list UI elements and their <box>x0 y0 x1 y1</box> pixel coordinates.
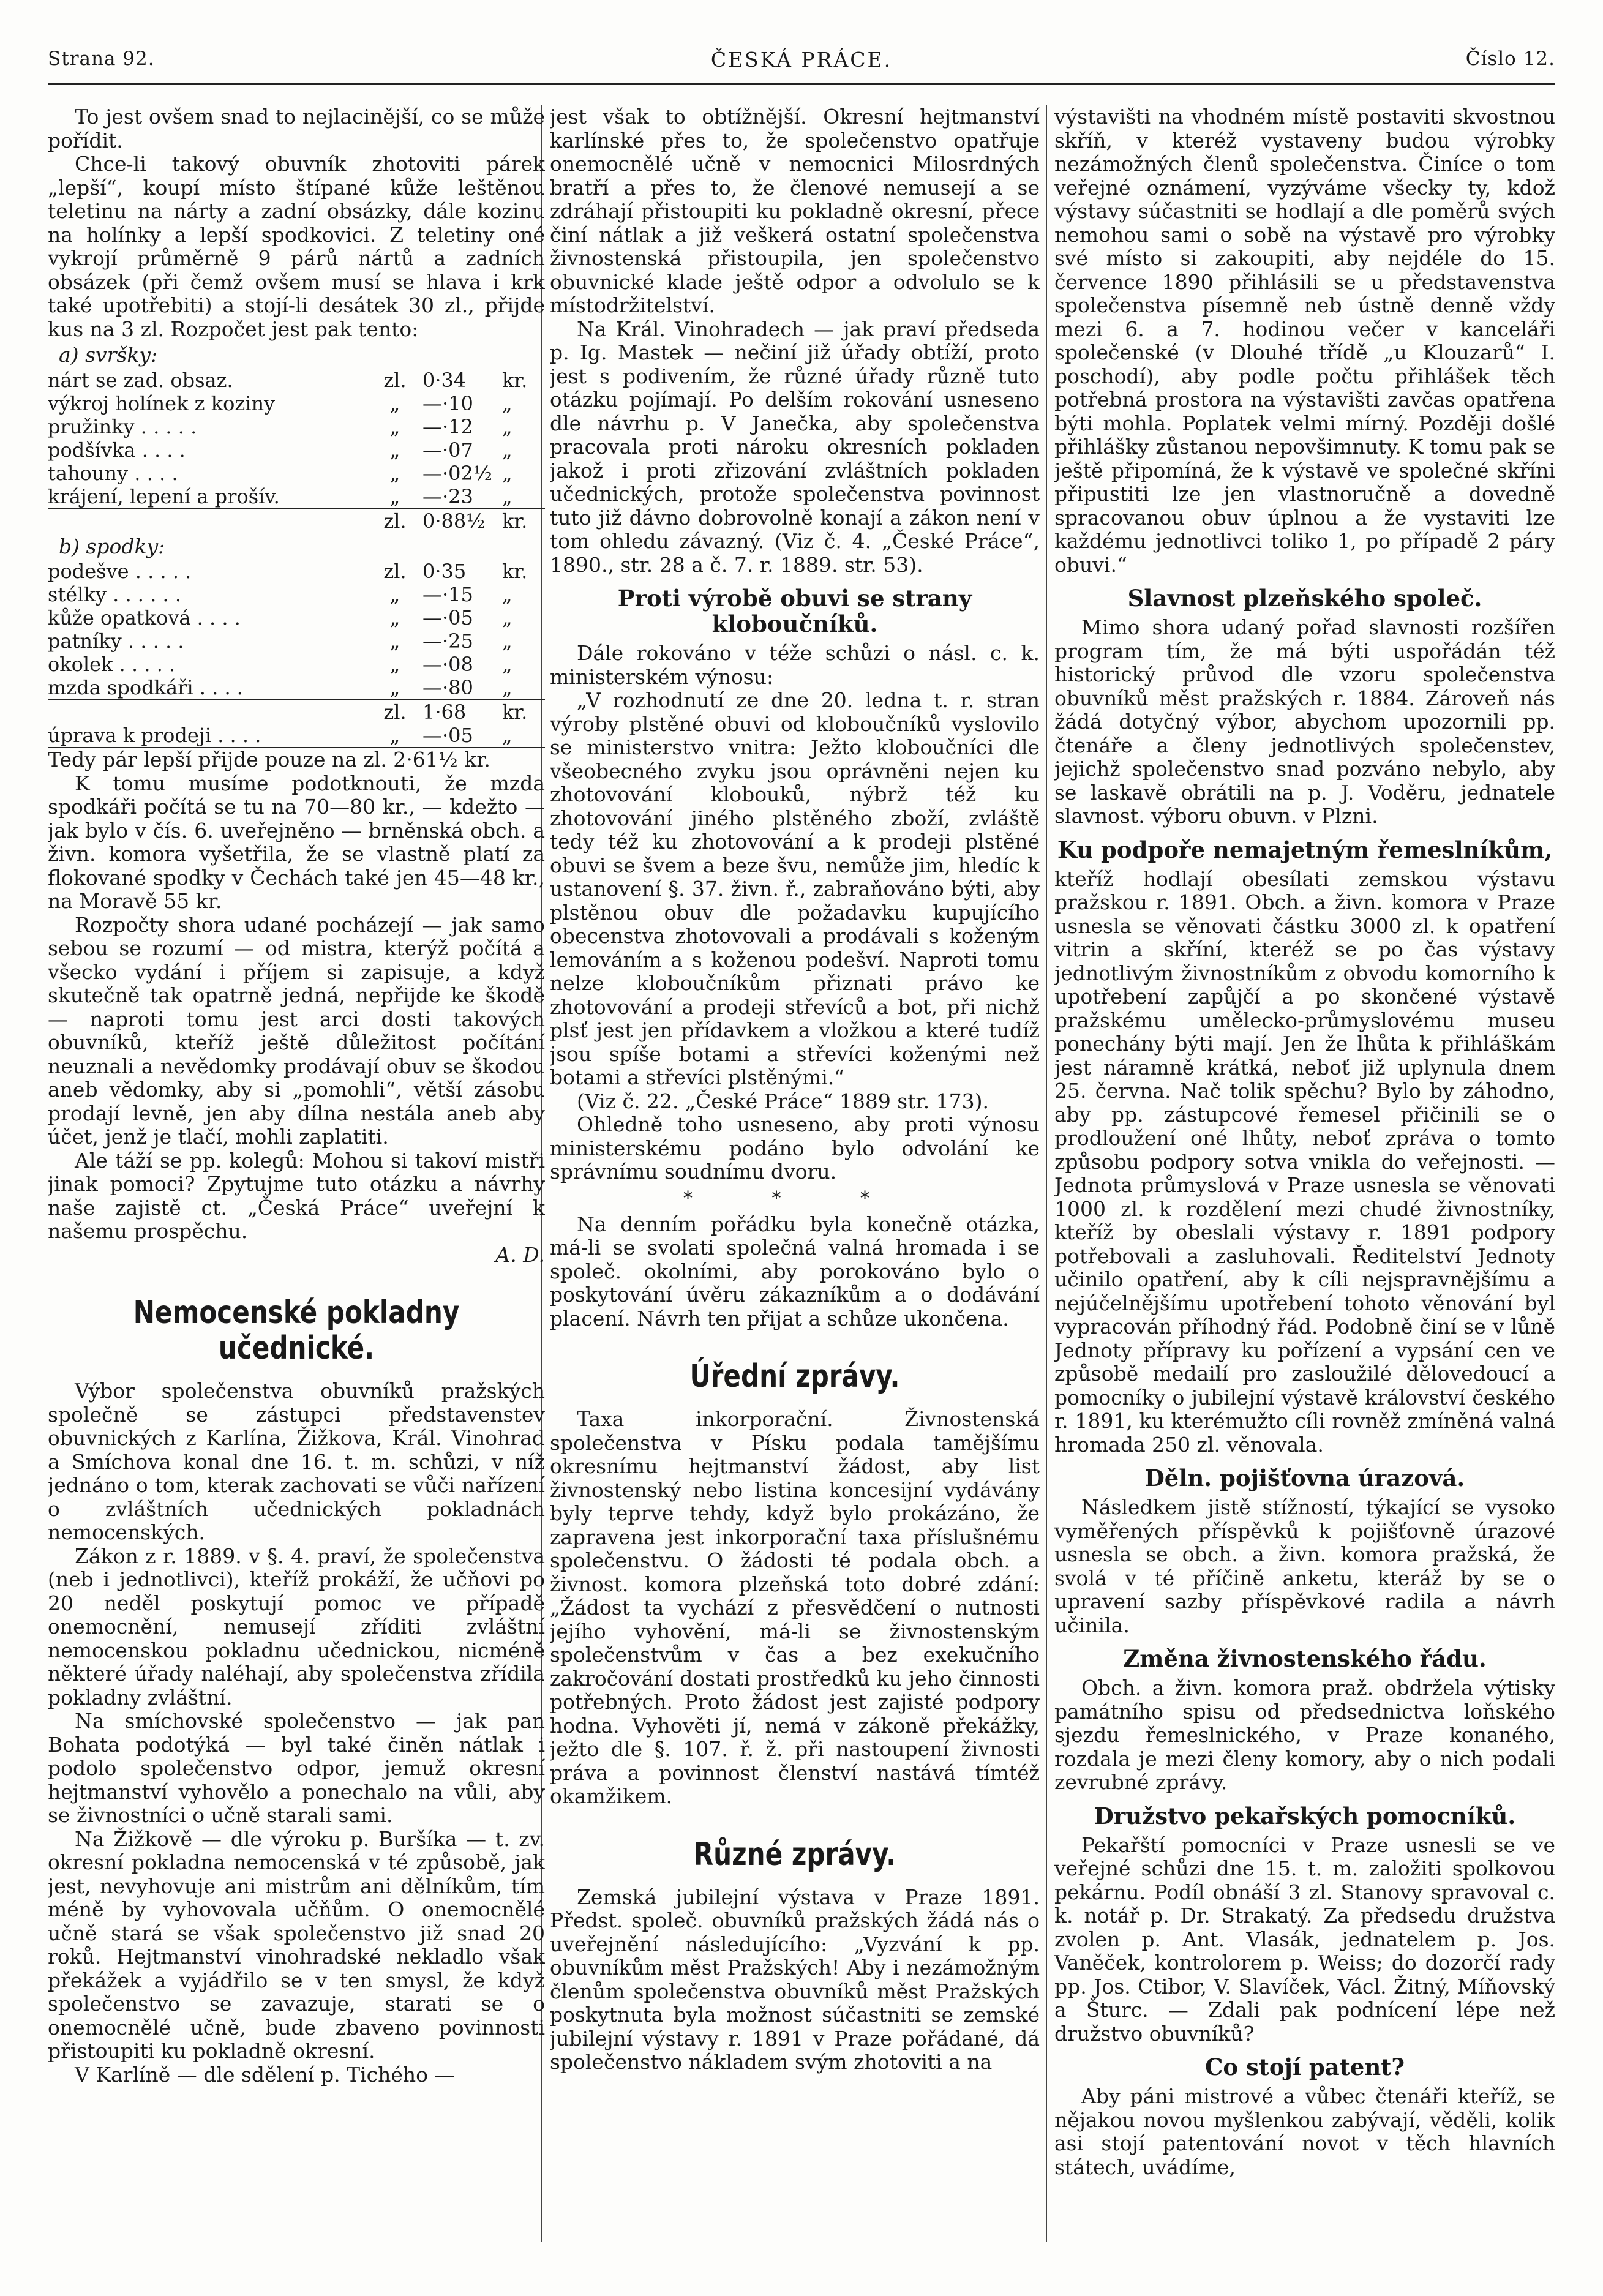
paragraph: K tomu musíme podotknouti, že mzda spodkáři počítá se tu na 70—80 kr., — kdežto — jak bylo v čís. 6. uveřejněno — brněnská obch. a živn. komora vyšetřila, že se vlastně platí za flokované spodky v Čechách také jen 45—48 kr., na Moravě 55 kr. <box>48 771 545 913</box>
cost-row: úprava k prodeji . . . . „ —·05 „ <box>48 724 512 747</box>
cost-item: kůže opatková . . . . <box>48 606 241 629</box>
paragraph: Zemská jubilejní výstava v Praze 1891. Předst. společ. obuvníků pražských žádá nás o uveřejnění následujícího: „Vyzvání k pp. obuvníkům měst Pražských! Aby i nezámožným členům společenstva obuvníků měst Pražských poskytnuta byla možnost súčastniti se zemské jubilejní výstavy r. 1891 v Praze pořádané, dá společenstvo nákladem svým zhotoviti a na <box>550 1885 1040 2074</box>
cost-unit: „ <box>389 583 400 606</box>
section-heading: Různé zprávy. <box>693 1836 896 1873</box>
article-heading: Co stojí patent? <box>1204 2054 1405 2080</box>
cost-unit: „ <box>389 415 400 438</box>
paragraph: Dále rokováno v téže schůzi o násl. c. k. ministerském výnosu: <box>550 641 1040 689</box>
cost-unit: „ <box>389 391 400 415</box>
column-2 <box>550 105 1040 2242</box>
cost-table-upper <box>48 369 545 533</box>
cost-value: —·15 <box>422 583 473 606</box>
paragraph: Obch. a živn. komora praž. obdržela výtisky památního spisu od předsednictva loňského sjezdu řemeslnického, v Praze konaného, rozdala je mezi členy komory, aby o nich podali zevrubné zprávy. <box>1054 1676 1555 1794</box>
cost-item: tahouny . . . . <box>48 461 178 485</box>
article-heading: Změna živnostenského řádu. <box>1123 1645 1487 1672</box>
article-heading: Družstvo pekařských pomocníků. <box>1094 1802 1516 1829</box>
cost-cur: kr. <box>502 560 528 583</box>
cost-row <box>48 560 545 583</box>
cost-subtotal: zl. 0·88½ kr. <box>48 509 545 533</box>
paragraph: Rozpočty shora udané pocházejí — jak samo sebou se rozumí — od mistra, kterýž počítá a všecko vydání i příjem si zapisuje, a když skutečně tak opatrně jedná, nepřijde ke škodě — naproti tomu jest arci dosti takových obuvníků, kteříž ještě důležitost počítání neuznali a nevědomky prodávají obuv se škodou aneb vědomky, aby si „pomohli“, větší zásobu prodají levně, jen aby dílna nestála aneb aby účet, jenž je tlačí, mohli zaplatiti. <box>48 912 545 1149</box>
cost-item: pružinky . . . . . <box>48 415 197 438</box>
column-1 <box>48 105 545 2242</box>
cost-value: —·80 <box>422 676 473 699</box>
cost-value: —·10 <box>422 391 473 415</box>
cost-cur: „ <box>502 606 512 629</box>
cost-unit: „ <box>389 676 400 699</box>
cost-cur: „ <box>502 583 512 606</box>
cost-cur: „ <box>502 415 512 438</box>
paragraph: Na smíchovské společenstvo — jak pan Bohata podotýká — byl také činěn nátlak i podolo společenstvo odpor, jemuž okresní hejtmanství vyhovělo a ponechalo na vůli, aby se živnostníci o učně starali sami. <box>48 1709 545 1827</box>
cost-row <box>48 438 545 462</box>
cost-row <box>48 392 545 415</box>
issue-number: Číslo 12. <box>1465 48 1555 70</box>
cost-item: stélky . . . . . . <box>48 583 181 606</box>
cost-unit: „ <box>389 484 400 508</box>
cost-cur: „ <box>502 391 512 415</box>
cost-item: krájení, lepení a prošív. <box>48 484 280 508</box>
header-rule <box>48 83 1555 85</box>
paragraph: Zákon z r. 1889. v §. 4. praví, že společenstva (neb i jednotlivci), kteříž prokáží, že učňovi po 20 neděl poskytují pomoc ve případě onemocnění, nemusejí zříditi zvláštní nemocenskou pokladnu učednickou, nicméně některé úřady naléhají, aby společenstva zřídila pokladny zvláštní. <box>48 1544 545 1709</box>
cost-row <box>48 462 545 485</box>
cost-row <box>48 583 545 606</box>
cost-value: —·07 <box>422 438 473 462</box>
article-heading: Proti výrobě obuvi se strany kloboučníků. <box>617 585 972 637</box>
cost-subtotal: zl. 1·68 kr. <box>48 700 545 724</box>
article-heading: Slavnost plzeňského společ. <box>1127 585 1482 612</box>
section-heading: Úřední zprávy. <box>689 1358 900 1395</box>
article-heading: Ku podpoře nemajetným řemeslníkům, <box>1057 836 1553 863</box>
journal-title: ČESKÁ PRÁCE. <box>710 48 893 72</box>
paragraph: „V rozhodnutí ze dne 20. ledna t. r. stran výroby plstěné obuvi od kloboučníků vyslovilo se ministerstvo vnitra: Ježto kloboučníci dle všeobecného zvyku jsou oprávněni nejen ku zhotovování klobouků, nýbrž též ku zhotovování jiného plstěného zboží, zvláště tedy též ku zhotovování a k prodeji plstěné obuvi se švem a beze švu, nemůže jim, hledíc k ustanovení §. 37. živn. ř., zabraňováno býti, aby plstěnou obuv dle požadavku kupujícího obecenstva zhotovovali a prodávali s koženým lemováním a s koženou podešví. Naproti tomu nelze kloboučníkům přiznati právo ke zhotovování a prodeji střevíců a bot, při nichž plsť jest jen přídavkem a vložkou a které tudíž jsou spíše botami a střevíci koženými než botami a střevíci plstěnými.“ <box>550 688 1040 1089</box>
paragraph: Pekařští pomocníci v Praze usnesli se ve veřejné schůzi dne 15. t. m. založiti spolkovou pekárnu. Podíl obnáší 3 zl. Stanovy spravoval c. k. notář p. Dr. Strakatý. Za předsedu družstva zvolen p. Ant. Vlasák, jednatelem p. Jos. Vaněček, kontrolorem p. Weiss; do dozorčí rady pp. Jos. Ctibor, V. Slavíček, Václ. Žitný, Míňovský a Šturc. — Zdali pak podnícení lépe než družstvo obuvníků? <box>1054 1833 1555 2046</box>
paragraph: To jest ovšem snad to nejlacinější, co se může pořídit. <box>48 105 545 152</box>
paragraph: Na Král. Vinohradech — jak praví předseda p. Ig. Mastek — nečiní již úřady obtíží, proto jest s podivením, že různé úřady různě tuto otázku pojímají. Po delším rokování usneseno dle návrhu p. V Janečka, aby společenstva pracovala proti nároku okresních pokladen jakož i proti zřizování zvláštních pokladen učednických, protože společenstva povinnost tuto již dávno dobrovolně konají a zákon není v tom ohledu závazný. (Viz č. 4. „České Práce“, 1890., str. 28 a č. 7. r. 1889. str. 53). <box>550 317 1040 577</box>
paragraph: jest však to obtížnější. Okresní hejtmanství karlínské přes to, že společenstvo opatřuje onemocnělé učně v nemocnici Milosrdných bratří a přes to, že členové nemusejí a se zdráhají přistoupiti ku pokladně okresní, přece činí nátlak a již veškerá ostatní společenstva živnostenská přistoupila, jen společenstvo obuvnické klade ještě odpor a odvolulo se k místodržitelství. <box>550 105 1040 317</box>
cost-unit: „ <box>389 653 400 676</box>
cost-row <box>48 653 545 676</box>
article-heading: Děln. pojišťovna úrazová. <box>1144 1465 1465 1491</box>
paragraph: Na Žižkově — dle výroku p. Buršíka — t. zv. okresní pokladna nemocenská v té způsobě, jak jest, nevyhovuje ani mistrům ani dělníkům, tím méně by vyhovovala učňům. O onemocnělé učně stará se však společenstvo již snad 20 roků. Hejtmanství vinohradské nekladlo však překážek a vyjádřilo se v ten smysl, že když společenstvo se zavazuje, starati se o onemocnělé učně, bude zbaveno povinnosti přistoupiti ku pokladně okresní. <box>48 1826 545 2063</box>
cost-table-soles <box>48 560 545 747</box>
cost-cur: „ <box>502 629 512 653</box>
cost-value: 0·34 <box>422 368 467 392</box>
cost-item: výkroj holínek z koziny <box>48 391 276 415</box>
paragraph: kteříž hodlají obesílati zemskou výstavu pražskou r. 1891. Obch. a živn. komora v Praze usnesla se věnovati částku 3000 zl. k opatření vitrin a skříní, kteréž se po čas výstavy jednotlivým živnostníkům z obvodu komorního k upotřebení zapůjčí a po skončené výstavě pražskému umělecko-průmyslovému museu ponechány býti mají. Jen že lhůta k přihláškám jest náramně krátká, neboť již uplynula dnem 25. června. Nač tolik spěchu? Bylo by záhodno, aby pp. zástupcové řemesel přičinili se o prodloužení oné lhůty, neboť zpráva o tomto způsobu podpory sotva vnikla do veřejnosti. — Jednota průmyslová v Praze usnesla se věnovati 1000 zl. k rozdělení mezi chudé živnostníky, kteříž by obeslali výstavy r. 1891 podpory potřebovali a zasluhovali. Ředitelství Jednoty učinilo opatření, aby k cíli nejspravnějšímu a nejúčelnějšímu upotřebení tohoto věnování byl vypracován příhodný řád. Podobně činí se v lůně Jednoty přípravy ku pořízení a vypsání cen ve způsobě medailí pro zasloužilé dělovedoucí a pomocníky o jubilejní výstavě království českého r. 1891, ku kterémužto cíli rovněž zmíněná valná hromada 250 zl. věnovala. <box>1054 866 1555 1457</box>
paragraph: V Karlíně — dle sdělení p. Tichého — <box>75 2062 455 2087</box>
section-separator: * * * <box>683 1187 907 1209</box>
cost-row <box>48 485 545 509</box>
author-signature: A. D. <box>495 1242 545 1267</box>
cost-value: —·25 <box>422 629 473 653</box>
cost-unit: „ <box>389 629 400 653</box>
paragraph: Chce-li takový obuvník zhotoviti párek „lepší“, koupí místo štípané kůže leštěnou teletinu na nárty a zadní obsázky, dále kozinu na holínky a lepší spodkovici. Z teletiny oné vykrojí průměrně 9 párů nártů a zadních obsázek (při čemž ovšem musí se hlava i krk také upotřebiti) a stojí-li desátek 30 zl., přijde kus na 3 zl. Rozpočet jest pak tento: <box>48 152 545 341</box>
paragraph: Aby páni mistrové a vůbec čtenáři kteříž, se nějakou novou myšlenkou zabývají, věděli, kolik asi stojí patentování novot v těch hlavních státech, uvádíme, <box>1054 2084 1555 2179</box>
cost-row <box>48 606 545 629</box>
cost-row <box>48 369 545 392</box>
cost-value: —·23 <box>422 484 473 508</box>
cost-item: podešve . . . . . <box>48 560 192 583</box>
paragraph: Taxa inkorporační. Živnostenská společenstva v Písku podala tamějšímu okresnímu hejtmanství žádost, aby list živnostenský nebo listina koncesijní vydávány byly teprve tehdy, když bylo prokázáno, že zapravena jest inkorporační taxa příslušnému společenstvu. O žádosti té podala obch. a živnost. komora plzeňská toto dobré zdání: „Žádost ta vychází z přesvědčení o nutnosti jejího vyhovění, má-li se živnostenským společenstvům v čas a bez exekučního zakročování dostati prostředků ku jeho činnosti potřebných. Proto žádost jest zajisté podpory hodna. Vyhověti jí, nemá v zákoně překážky, ježto dle §. 107. ř. ž. při nastoupení živnosti práva a povinnost členství nastává tímtéž okamžikem. <box>550 1407 1040 1808</box>
paragraph: výstavišti na vhodném místě postaviti skvostnou skříň, v kteréž vystaveny budou výrobky nezámožných členů společenstva. Činíce o tom veřejné oznámení, vyzýváme všecky ty, kdož výstavy súčastniti se hodlají a dle poměrů svých nemohou sami o sobě na výstavě pro výrobky své místo si zakoupiti, aby nejdéle do 15. července 1890 přihlásili se u představenstva společenstva písemně neb ústně denně vždy mezi 6. a 7. hodinou večer v kanceláři společenské (v Dlouhé třídě „u Klouzarů“ I. poschodí), aby podle počtu přihlášek těch potřebná prostora na výstavišti zavčas opatřena býti mohla. Poplatek velmi mírný. Později došlé přihlášky zůstanou nepovšimnuty. K tomu pak se ještě připomíná, že k výstavě ve společné skříni připustiti lze jen vlastnoručně a dovedně spracovanou obuv úplnou a že vystaviti lze každému jednotlivci toliko 1, po případě 2 páry obuvi.“ <box>1054 105 1555 577</box>
cost-unit: zl. <box>383 560 407 583</box>
paragraph: Výbor společenstva obuvníků pražských společně se zástupci představenstev obuvnických z Karlína, Žižkova, Král. Vinohrad a Smíchova konal dne 16. t. m. schůzi, v níž jednáno o tom, kterak zachovati se vůči nařízení o zvláštních učednických pokladnách nemocenských. <box>48 1379 545 1544</box>
column-divider <box>1046 105 1047 2242</box>
cost-value: —·08 <box>422 653 473 676</box>
cost-row <box>48 629 545 653</box>
cost-cur: „ <box>502 484 512 508</box>
cost-cur: „ <box>502 438 512 462</box>
paragraph: Mimo shora udaný pořad slavnosti rozšířen program tím, že má býti uspořádán též historický průvod dle vzoru společenstva obuvníků měst pražských r. 1884. Zároveň nás žádá dotyčný výbor, abychom upozornili pp. čtenáře a členy jednotlivých společenstev, jejichž společenstvo snad pozváno nebylo, aby se laskavě obrátili na p. J. Voděru, jednatele slavnost. výboru obuvn. v Plzni. <box>1054 615 1555 828</box>
page-header <box>48 43 1555 81</box>
cost-item: patníky . . . . . <box>48 629 184 653</box>
cost-unit: zl. <box>383 368 407 392</box>
cost-unit: „ <box>389 438 400 462</box>
cost-total: Tedy pár lepší přijde pouze na zl. 2·61½ kr. <box>48 747 545 772</box>
cost-cur: „ <box>502 676 512 699</box>
section-heading: Nemocenské pokladny učednické. <box>133 1294 460 1367</box>
cost-value: —·12 <box>422 415 473 438</box>
column-3 <box>1054 105 1555 2242</box>
paragraph: Ohledně toho usneseno, aby proti výnosu ministerskému podáno bylo odvolání ke správnímu soudnímu dvoru. <box>550 1112 1040 1184</box>
cost-cur: kr. <box>502 368 528 392</box>
cost-value: 0·35 <box>422 560 467 583</box>
cost-item: okolek . . . . . <box>48 653 176 676</box>
cost-item: mzda spodkáři . . . . <box>48 676 243 699</box>
cost-value: —·02½ <box>422 461 492 485</box>
cost-item: podšívka . . . . <box>48 438 186 462</box>
cost-row <box>48 676 545 700</box>
cost-unit: „ <box>389 461 400 485</box>
paragraph: Následkem jistě stížností, týkající se vysoko vyměřených příspěvků k pojišťovně úrazové usnesla se obch. a živn. komora pražská, že svolá v té příčině anketu, kteráž by se o upravení sazby příspěvkové radila a návrh učinila. <box>1054 1495 1555 1637</box>
subheading-upper: a) svršky: <box>59 343 158 367</box>
paragraph: Na denním pořádku byla konečně otázka, má-li se svolati společná valná hromada i se společ. okolními, aby porokováno bylo o poskytování úvěru zákazníkům a o dodávání placení. Návrh ten přijat a schůze ukončena. <box>550 1212 1040 1330</box>
cost-cur: „ <box>502 653 512 676</box>
cost-item: nárt se zad. obsaz. <box>48 368 233 392</box>
paragraph: (Viz č. 22. „České Práce“ 1889 str. 173). <box>577 1089 989 1113</box>
paragraph: Ale táží se pp. kolegů: Mohou si takoví mistři jinak pomoci? Zpytujme tuto otázku a návrhy naše zajistě ct. „Česká Práce“ uveřejní k našemu prospěchu. <box>48 1148 545 1243</box>
cost-value: —·05 <box>422 606 473 629</box>
page-number: Strana 92. <box>48 48 155 70</box>
cost-row <box>48 415 545 438</box>
cost-unit: „ <box>389 606 400 629</box>
cost-cur: „ <box>502 461 512 485</box>
subheading-soles: b) spodky: <box>59 534 165 558</box>
